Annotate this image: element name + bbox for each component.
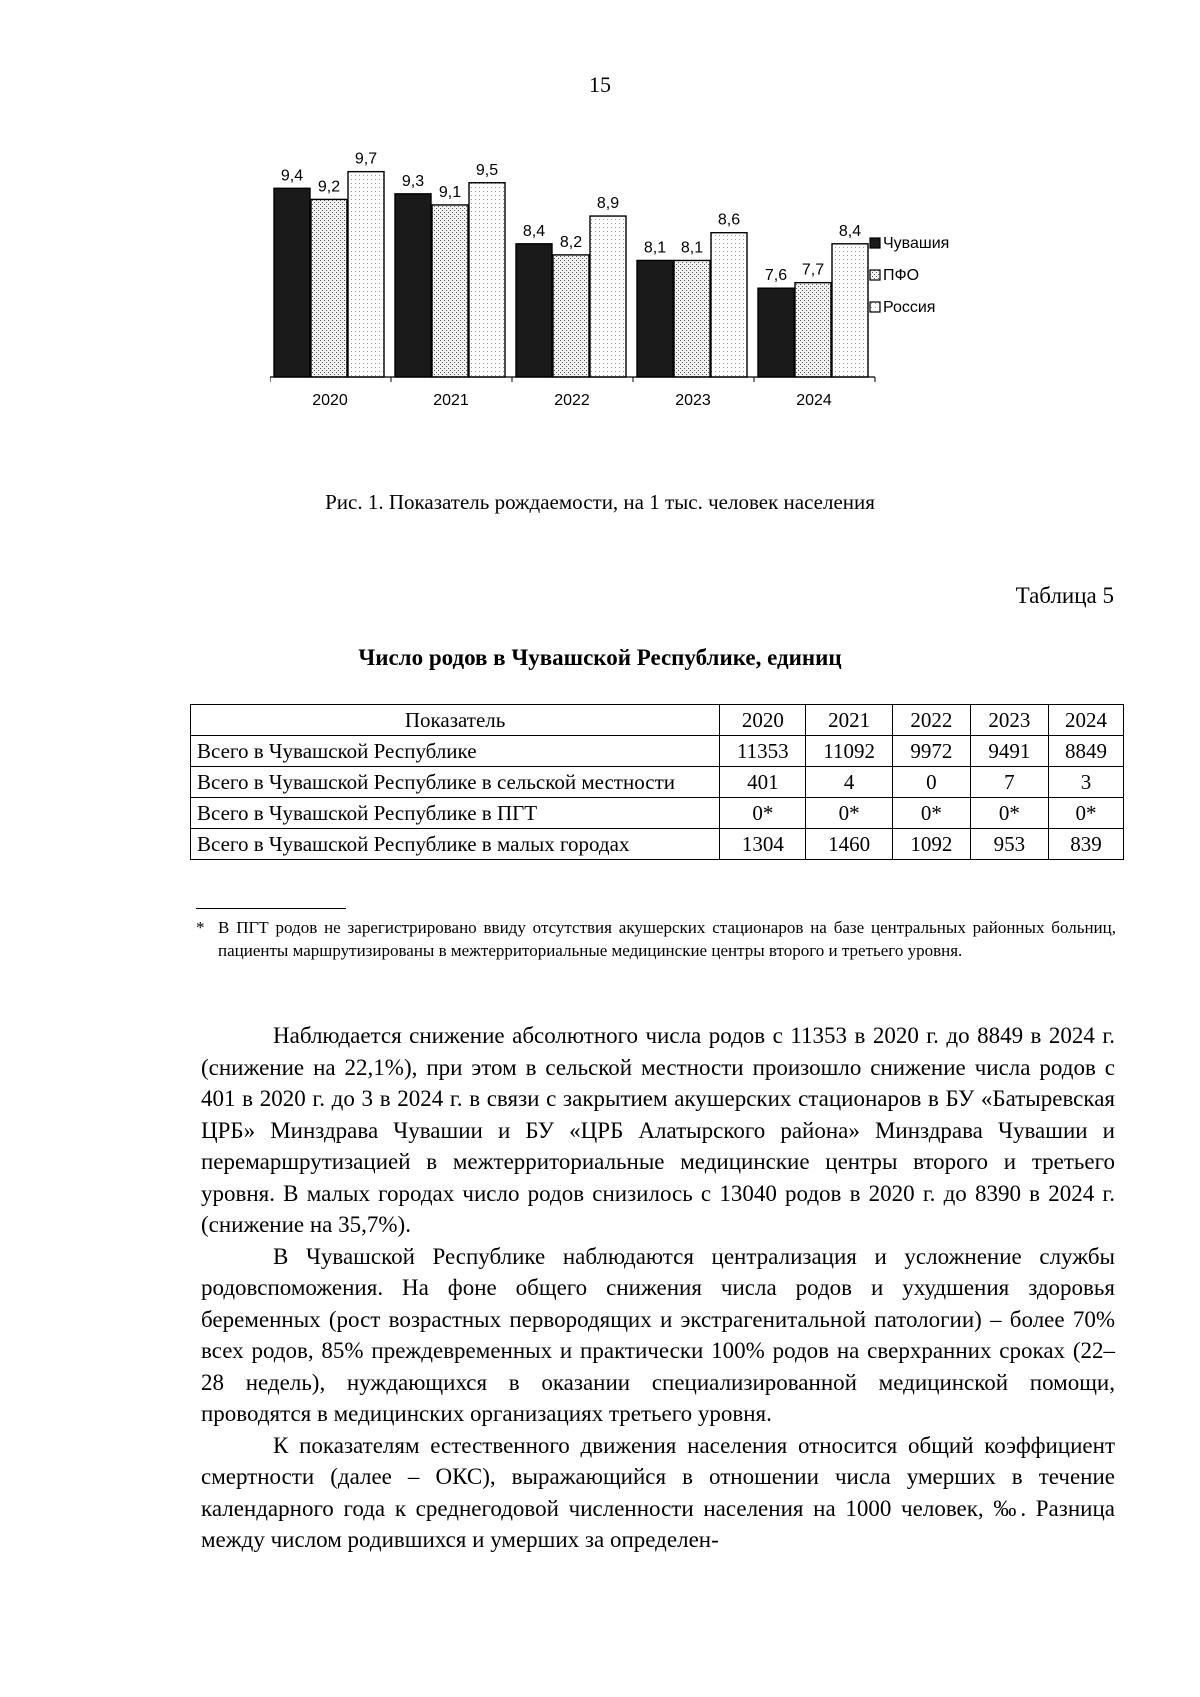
x-tick-label: 2023	[675, 392, 711, 409]
bar-0	[274, 188, 310, 377]
legend-swatch	[870, 238, 880, 248]
data-label: 8,9	[596, 195, 620, 213]
footnote-divider	[196, 908, 346, 909]
header-year: 2024	[1048, 705, 1123, 736]
header-indicator: Показатель	[191, 705, 720, 736]
header-year: 2021	[806, 705, 892, 736]
bar-2	[711, 233, 747, 377]
cell-value: 7	[970, 767, 1048, 798]
data-label: 8,4	[838, 222, 862, 240]
x-tick-label: 2020	[312, 392, 348, 409]
bar-0	[637, 260, 673, 377]
cell-value: 11092	[806, 736, 892, 767]
births-table	[190, 704, 1124, 860]
cell-value: 9491	[970, 736, 1048, 767]
bar-1	[432, 205, 468, 377]
data-label: 7,7	[801, 261, 825, 279]
data-label: 9,4	[280, 167, 304, 185]
cell-value: 1304	[720, 829, 806, 860]
table-title: Число родов в Чувашской Республике, единиц	[358, 645, 842, 670]
data-label: 9,2	[317, 178, 341, 196]
body-text	[201, 1020, 1115, 1556]
birth-rate-chart	[270, 150, 1060, 460]
bar-0	[516, 244, 552, 377]
x-tick-label: 2024	[796, 392, 832, 409]
x-tick-label: 2021	[433, 392, 469, 409]
bar-0	[395, 194, 431, 377]
header-year: 2023	[970, 705, 1048, 736]
header-year: 2020	[720, 705, 806, 736]
x-tick-label: 2022	[554, 392, 590, 409]
cell-value: 953	[970, 829, 1048, 860]
figure-caption: Рис. 1. Показатель рождаемости, на 1 тыс. человек населения	[325, 490, 875, 514]
header-year: 2022	[892, 705, 970, 736]
footnote	[196, 916, 1116, 962]
cell-value: 1092	[892, 829, 970, 860]
cell-value: 8849	[1048, 736, 1123, 767]
cell-value: 0	[892, 767, 970, 798]
cell-value: 9972	[892, 736, 970, 767]
legend-label: ПФО	[883, 267, 920, 284]
paragraph: Наблюдается снижение абсолютного числа родов с 11353 в 2020 г. до 8849 в 2024 г. (снижение на 22,1%), при этом в сельской местности произошло снижение числа родов с 401 в 2020 г. до 3 в 2024 г. в связи с закрытием акушерских стационаров в БУ «Батыревская ЦРБ» Минздрава Чувашии и БУ «ЦРБ Алатырского района» Минздрава Чувашии и перемаршрутизацией в межтерриториальные медицинские центры второго и третьего уровня. В малых городах число родов снизилось с 13040 родов в 2020 г. до 8390 в 2024 г. (снижение на 35,7%).	[201, 1023, 1115, 1237]
bar-2	[832, 244, 868, 377]
table-row	[191, 829, 1124, 860]
table-row	[191, 798, 1124, 829]
data-label: 8,1	[643, 239, 667, 257]
row-label: Всего в Чувашской Республике в малых городах	[191, 829, 720, 860]
cell-value: 401	[720, 767, 806, 798]
data-label: 8,4	[522, 222, 546, 240]
data-label: 7,6	[764, 267, 788, 285]
legend-swatch	[870, 270, 880, 280]
row-label: Всего в Чувашской Республике в ПГТ	[191, 798, 720, 829]
paragraph: В Чувашской Республике наблюдаются централизация и усложнение службы родовспоможения. На фоне общего снижения числа родов и ухудшения здоровья беременных (рост возрастных первородящих и экстрагенитальной патологии) – более 70% всех родов, 85% преждевременных и практически 100% родов на сверхранних сроках (22–28 недель), нуждающихся в оказании специализированной медицинской помощи, проводятся в медицинских организациях третьего уровня.	[201, 1243, 1115, 1426]
cell-value: 11353	[720, 736, 806, 767]
legend-swatch	[870, 302, 880, 312]
cell-value: 0*	[1048, 798, 1123, 829]
row-label: Всего в Чувашской Республике	[191, 736, 720, 767]
bar-0	[758, 288, 794, 377]
table-header-row	[191, 705, 1124, 736]
bar-1	[311, 199, 347, 377]
footnote-text: В ПГТ родов не зарегистрировано ввиду отсутствия акушерских стационаров на базе центральных районных больниц, пациенты маршрутизированы в межтерриториальные медицинские центры второго и третьего уровня.	[218, 918, 1116, 960]
cell-value: 4	[806, 767, 892, 798]
row-label: Всего в Чувашской Республике в сельской местности	[191, 767, 720, 798]
bar-1	[553, 255, 589, 377]
bar-2	[348, 172, 384, 377]
data-label: 9,7	[354, 150, 378, 168]
cell-value: 0*	[720, 798, 806, 829]
data-label: 8,6	[717, 211, 741, 229]
table-row	[191, 767, 1124, 798]
cell-value: 0*	[806, 798, 892, 829]
data-label: 9,3	[401, 172, 425, 190]
page-number: 15	[589, 72, 611, 97]
legend-label: Чувашия	[883, 235, 950, 252]
bar-2	[590, 216, 626, 377]
cell-value: 839	[1048, 829, 1123, 860]
table-number: Таблица 5	[1015, 583, 1114, 608]
cell-value: 0*	[970, 798, 1048, 829]
legend-label: Россия	[883, 299, 936, 316]
data-label: 8,2	[559, 233, 583, 251]
bar-2	[469, 183, 505, 377]
cell-value: 3	[1048, 767, 1123, 798]
data-label: 9,5	[475, 161, 499, 179]
cell-value: 0*	[892, 798, 970, 829]
data-label: 9,1	[438, 183, 462, 201]
bar-1	[795, 283, 831, 377]
bar-1	[674, 260, 710, 377]
paragraph: К показателям естественного движения населения относится общий коэффициент смертности (далее – ОКС), выражающийся в отношении числа умерших в течение календарного года к среднегодовой численности населения на 1000 человек, ‰. Разница между числом родившихся и умерших за определен-	[201, 1432, 1115, 1552]
footnote-mark: *	[196, 918, 205, 937]
cell-value: 1460	[806, 829, 892, 860]
table-row	[191, 736, 1124, 767]
data-label: 8,1	[680, 239, 704, 257]
